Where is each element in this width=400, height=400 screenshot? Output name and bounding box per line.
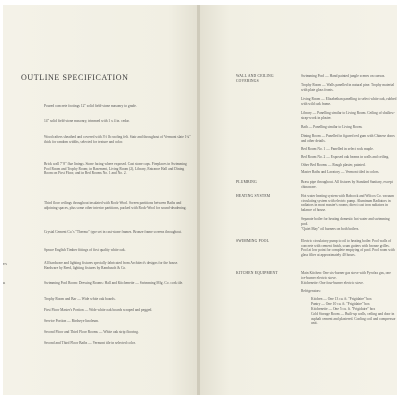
spec-paragraph: Third floor ceilings throughout insulated with Rock-Wool. Screen partitions between Baths and adjoining spaces, plus some other interior partitions, packed with Rock-Wool for sound-deadening. bbox=[44, 201, 187, 210]
spec-item: Dining Room — Panelled in figured red gum with Chinese doors and other details. bbox=[301, 134, 395, 143]
spec-item: Separate boiler for heating domestic hot water and swimming pool. bbox=[301, 217, 390, 226]
spec-item: Main Kitchen: One six-burner gas stove with Pyrofax gas, one ice-burner electric stove. bbox=[301, 271, 391, 280]
spec-paragraph: Second Floor and Third Floor Rooms — White oak strip flooring. bbox=[44, 330, 139, 334]
spec-paragraph: Trophy Room and Bar — Wide white oak boards. bbox=[44, 297, 116, 301]
spec-paragraph: Wood rafters sheathed and covered with 3½ lb roofing felt. Stair and throughout of Vermont slate 1¼" thick for random widths, selected for texture and color. bbox=[44, 135, 191, 144]
open-book-spread bbox=[3, 5, 397, 395]
spec-item: Living Room — Elizabethan panelling to select white oak, rubbed with wild oak frame. bbox=[301, 97, 397, 106]
spec-item: Other Bed Rooms — Rough plaster, painted. bbox=[301, 163, 366, 167]
section-heading: KITCHEN EQUIPMENT bbox=[236, 271, 278, 275]
spec-item: Pantry — One 10 cu. ft. "Frigidaire" box bbox=[311, 302, 370, 306]
spec-paragraph: Crystal Cement Co.'s "Thermo" type set in cast-stone frames. Bronze frame screens throughout. bbox=[44, 230, 182, 234]
spec-paragraph: Brick wall 7' 8" flue linings. Stone facing where exposed. Cast stone caps. Fireplaces in Swimming Pool Room and Trophy Room; in Basement, Living Room (2), Library, Entrance Hall and Dining Room on First Floor, and in Bed Rooms No. 1 and No. 2. bbox=[44, 162, 187, 176]
spec-item: Hot water heating system with Babcock and Wilcox Co. vacuum circulating system with electric pump. Aluminum Radiators in radiators in most master's rooms; direct cast iron radiators in balance of house. bbox=[301, 194, 395, 213]
spec-item: Kitchenette: One four-burner electric stove. bbox=[301, 281, 364, 285]
spec-item: Brass pipe throughout. All fixtures by Standard Sanitary, except chinaware. bbox=[301, 180, 393, 189]
left-page bbox=[3, 5, 198, 395]
spec-paragraph: Spruce English Timber fittings of first quality white oak. bbox=[44, 248, 126, 252]
spec-paragraph: Second and Third Floor Baths — Vermont tile in selected color. bbox=[44, 341, 136, 345]
section-heading: WALL AND CEILING COVERINGS bbox=[236, 74, 274, 83]
spec-paragraph: 14" solid field-stone masonry, trimmed with 1 x 4 in. cedar. bbox=[44, 119, 130, 123]
spec-item: Cold Storage Room — Built-up walls, ceiling and door in asphalt cement and plastered. Cooling coil and compressor unit. bbox=[311, 312, 396, 326]
section-heading: PLUMBING bbox=[236, 180, 257, 184]
spec-item: Kitchenette — One 5 cu. ft. "Frigidaire" box bbox=[311, 307, 376, 311]
spec-item: Refrigerators: bbox=[301, 289, 321, 293]
spec-paragraph: Swimming Pool Room: Dressing Rooms: Hall and Kitchenette — Swimming Mfg. Co. cork tile. bbox=[44, 281, 184, 285]
margin-label: R bbox=[3, 281, 6, 285]
spec-paragraph: First Floor Master's Portion — Wide white oak boards scraped and pegged. bbox=[44, 308, 153, 312]
right-page bbox=[200, 5, 397, 395]
section-heading: HEATING SYSTEM bbox=[236, 194, 271, 198]
spec-item: Bed Room No. 1 — Panelled in select rock maple. bbox=[301, 147, 374, 151]
spec-item: "Quiet May" oil burners on both boilers. bbox=[301, 227, 360, 231]
spec-paragraph: Poured concrete footings 12" solid field-stone masonry to grade. bbox=[44, 104, 137, 108]
spec-item: Electric circulatory pump to oil to heating boiler. Pool walls of concrete with cement finish, scum gutters with bronze grilles. Pool at low point for complete emptying of pool. Pool room with glass filter at approximately 40 hours. bbox=[301, 239, 395, 258]
spec-item: Master Baths and Lavatory — Vermont tiled in colors. bbox=[301, 170, 380, 174]
section-heading: SWIMMING POOL bbox=[236, 239, 270, 243]
spec-item: Kitchen — One 13 cu. ft. "Frigidaire" box bbox=[311, 297, 372, 301]
spec-item: Bath — Panelling similar to Living Room. bbox=[301, 125, 363, 129]
spec-item: Trophy Room — Walls panelled in natural pine. Trophy material with plate glass fronts. bbox=[301, 83, 395, 92]
margin-label: ES bbox=[3, 262, 7, 266]
spec-paragraph: All hardware and lighting fixtures specially fabricated from Architect's designs for the house. Hardware by Reed, lighting fixtures by Rambusch & Co. bbox=[44, 261, 179, 270]
spec-item: Bed Room No. 2 — Exposed oak beams in walls and ceiling. bbox=[301, 155, 390, 159]
spec-item: Library — Panelling similar to Living Room. Ceiling of shallow-strap-work in plaster. bbox=[301, 111, 396, 120]
page-title: OUTLINE SPECIFICATION bbox=[21, 73, 129, 82]
spec-paragraph: Service Portion — Birdseye linoleum. bbox=[44, 319, 99, 323]
spec-item: Swimming Pool — Hand painted jungle scenes on canvas. bbox=[301, 74, 386, 78]
